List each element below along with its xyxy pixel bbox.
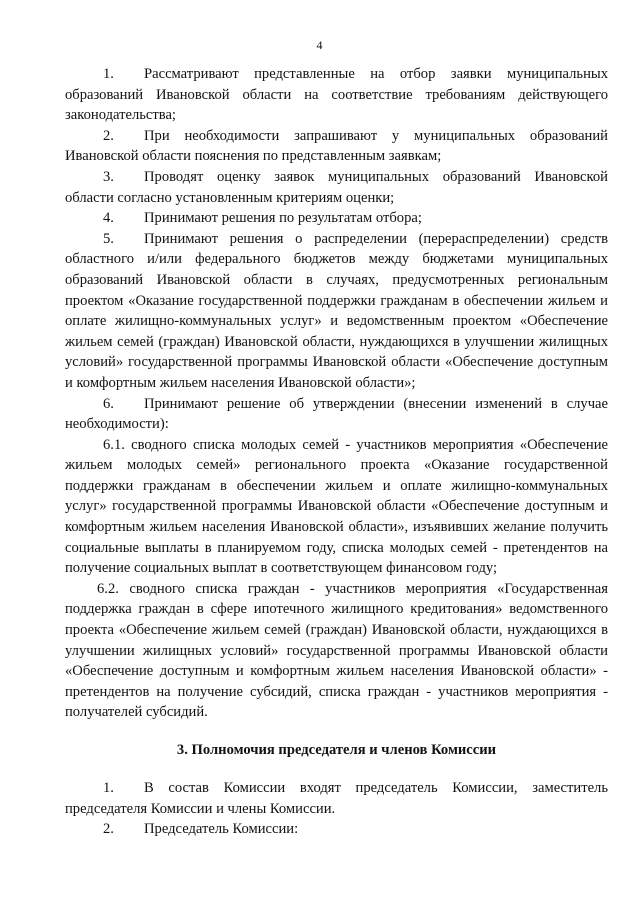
list-item: 5. Принимают решения о распределении (перераспределении) средств областного и/или федерального бюджетов между бюджетами муниципальных образований Ивановской области в случаях, предусмотренных региональным проектом «Оказание государственной поддержки гражданам в обеспечении жильем и оплате жилищно-коммунальных услуг» и ведомственным проектом «Обеспечение жильем семей (граждан) Ивановской области, нуждающихся в улучшении жилищных условий» государственной программы Ивановской области «Обеспечение доступным и комфортным жильем населения Ивановской области»; [65, 230, 608, 391]
section-3-body [65, 778, 608, 840]
page-number: 4 [316, 38, 323, 52]
list-item: 1. Рассматривают представленные на отбор заявки муниципальных образований Ивановской области на соответствие требованиям действующего законодательства; [65, 66, 608, 124]
sub-item: 6.2. сводного списка граждан - участников мероприятия «Государственная поддержка граждан в сфере ипотечного жилищного кредитования» ведомственного проекта «Обеспечение жильем семей (граждан) Ивановской области, нуждающихся в улучшении жилищных условий» государственной программы Ивановской области «Обеспечение доступным и комфортным жильем населения Ивановской области» - претендентов на получение субсидий, списка граждан - участников мероприятия - получателей субсидий. [65, 580, 608, 721]
section-body [65, 64, 608, 723]
section-heading: 3. Полномочия председателя и членов Комиссии [176, 742, 497, 758]
list-item: 2. При необходимости запрашивают у муниципальных образований Ивановской области пояснения по представленным заявкам; [65, 127, 608, 165]
sub-item: 6.1. сводного списка молодых семей - участников мероприятия «Обеспечение жильем молодых семей» регионального проекта «Оказание государственной поддержки гражданам в обеспечении жильем и оплате жилищно-коммунальных услуг» государственной программы Ивановской области «Обеспечение доступным и комфортным жильем населения Ивановской области», изъявивших желание получить социальные выплаты в планируемом году, списка молодых семей - претендентов на получение социальных выплат в соответствующем финансовом году; [65, 436, 608, 577]
list-item: 6. Принимают решение об утверждении (внесении изменений в случае необходимости): [65, 395, 608, 433]
list-item: 3. Проводят оценку заявок муниципальных образований Ивановской области согласно установленным критериям оценки; [65, 168, 608, 206]
list-item: 1. В состав Комиссии входят председатель Комиссии, заместитель председателя Комиссии и члены Комиссии. [65, 780, 608, 817]
list-item: 2. Председатель Комиссии: [103, 821, 299, 838]
list-item: 4. Принимают решения по результатам отбора; [103, 210, 422, 227]
